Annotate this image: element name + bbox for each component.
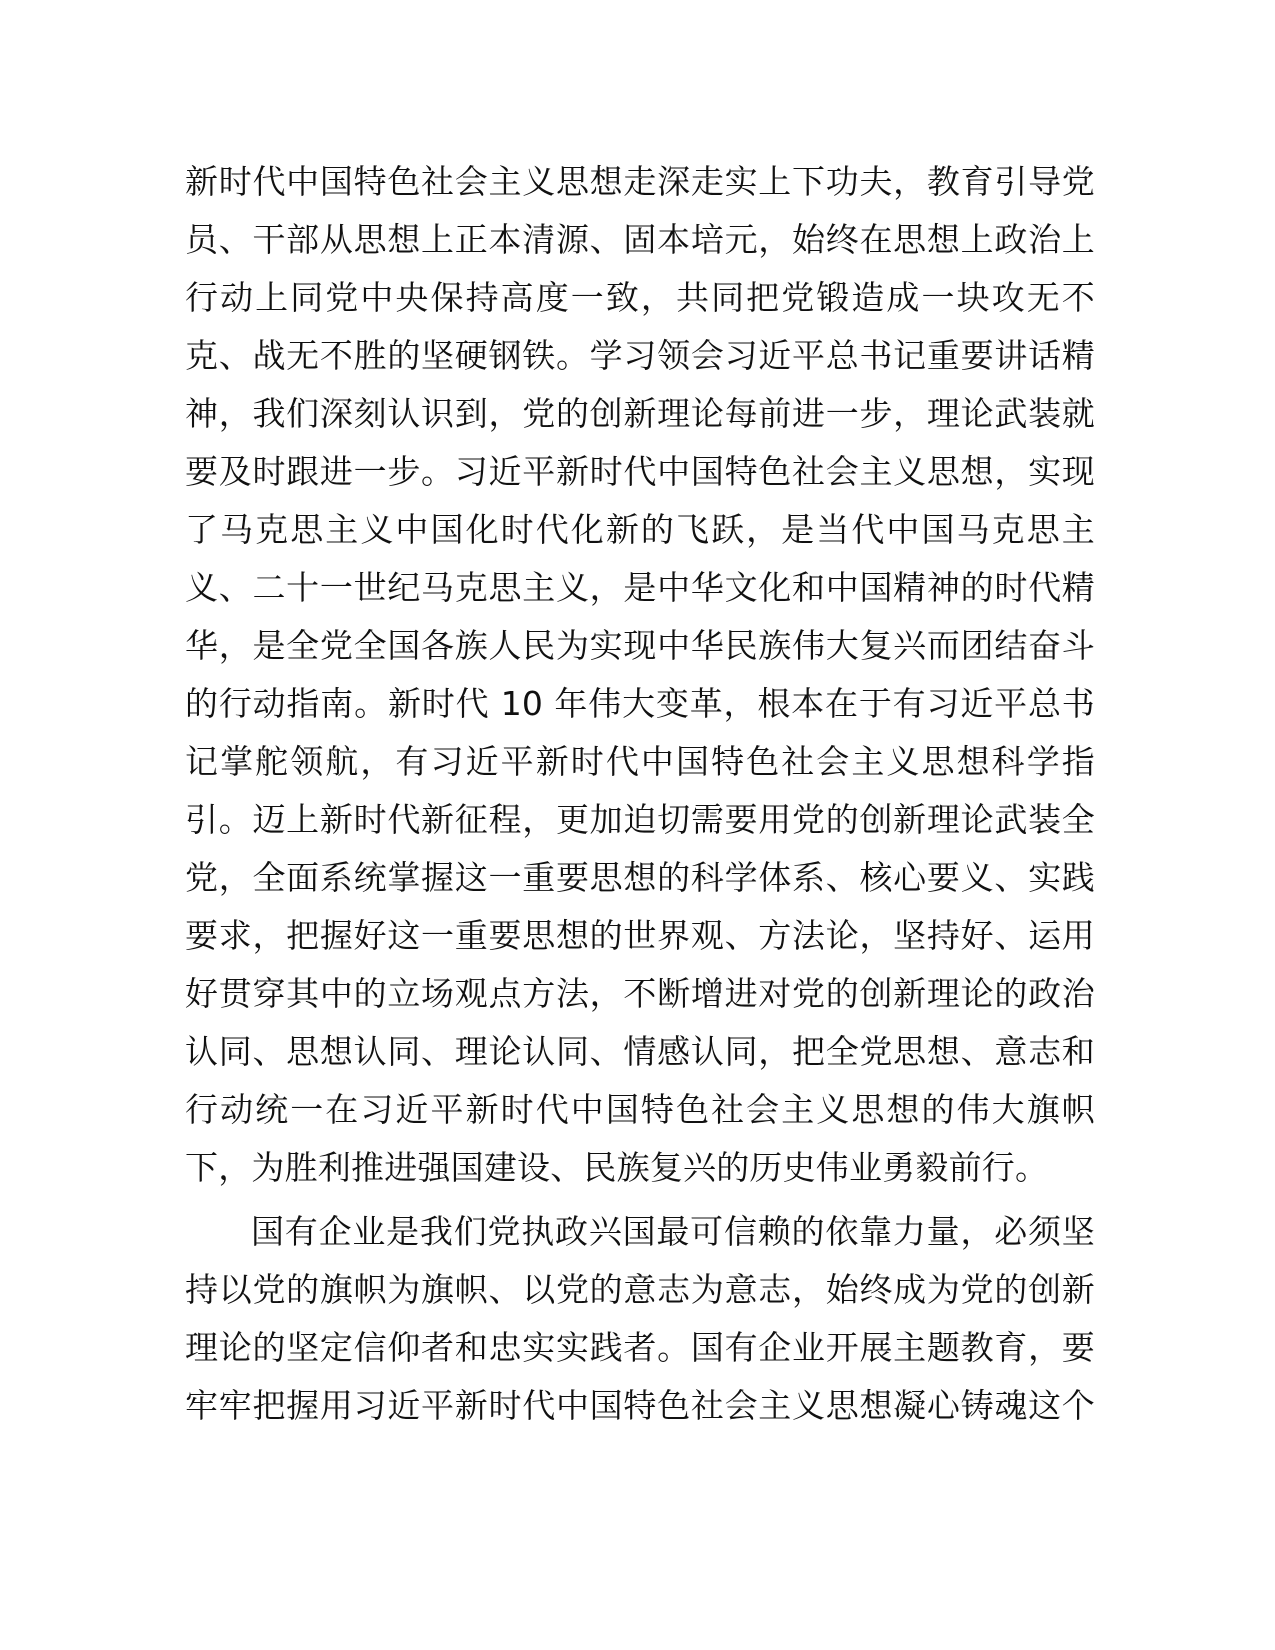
text-line: 持以党的旗帜为旗帜、以党的意志为意志，始终成为党的创新 xyxy=(185,1270,1095,1309)
text-line: 牢牢把握用习近平新时代中国特色社会主义思想凝心铸魂这个 xyxy=(185,1386,1095,1425)
text-line: 克、战无不胜的坚硬钢铁。学习领会习近平总书记重要讲话精 xyxy=(185,336,1095,375)
text-line: 神，我们深刻认识到，党的创新理论每前进一步，理论武装就 xyxy=(185,394,1095,433)
text-line: 党，全面系统掌握这一重要思想的科学体系、核心要义、实践 xyxy=(185,858,1095,897)
text-line: 引。迈上新时代新征程，更加迫切需要用党的创新理论武装全 xyxy=(185,800,1095,839)
text-line: 了马克思主义中国化时代化新的飞跃，是当代中国马克思主 xyxy=(185,510,1095,549)
text-line: 义、二十一世纪马克思主义，是中华文化和中国精神的时代精 xyxy=(185,568,1095,607)
paragraph-2 xyxy=(185,1203,1095,1435)
text-line: 新时代中国特色社会主义思想走深走实上下功夫，教育引导党 xyxy=(185,162,1095,201)
text-line: 国有企业是我们党执政兴国最可信赖的依靠力量，必须坚 xyxy=(251,1212,1095,1251)
text-line: 行动统一在习近平新时代中国特色社会主义思想的伟大旗帜 xyxy=(185,1090,1095,1129)
text-line: 理论的坚定信仰者和忠实实践者。国有企业开展主题教育，要 xyxy=(185,1328,1095,1367)
body-text xyxy=(185,153,1095,1435)
text-line: 要及时跟进一步。习近平新时代中国特色社会主义思想，实现 xyxy=(185,452,1095,491)
text-line: 要求，把握好这一重要思想的世界观、方法论，坚持好、运用 xyxy=(185,916,1095,955)
text-line: 好贯穿其中的立场观点方法，不断增进对党的创新理论的政治 xyxy=(185,974,1095,1013)
text-line: 行动上同党中央保持高度一致，共同把党锻造成一块攻无不 xyxy=(185,278,1095,317)
text-line: 下，为胜利推进强国建设、民族复兴的历史伟业勇毅前行。 xyxy=(185,1148,1049,1187)
text-line: 员、干部从思想上正本清源、固本培元，始终在思想上政治上 xyxy=(185,220,1095,259)
text-line: 记掌舵领航，有习近平新时代中国特色社会主义思想科学指 xyxy=(185,742,1095,781)
paragraph-1 xyxy=(185,153,1095,1197)
text-line: 认同、思想认同、理论认同、情感认同，把全党思想、意志和 xyxy=(185,1032,1095,1071)
text-line: 华，是全党全国各族人民为实现中华民族伟大复兴而团结奋斗 xyxy=(185,626,1095,665)
text-line: 的行动指南。新时代 10 年伟大变革，根本在于有习近平总书 xyxy=(185,684,1095,723)
